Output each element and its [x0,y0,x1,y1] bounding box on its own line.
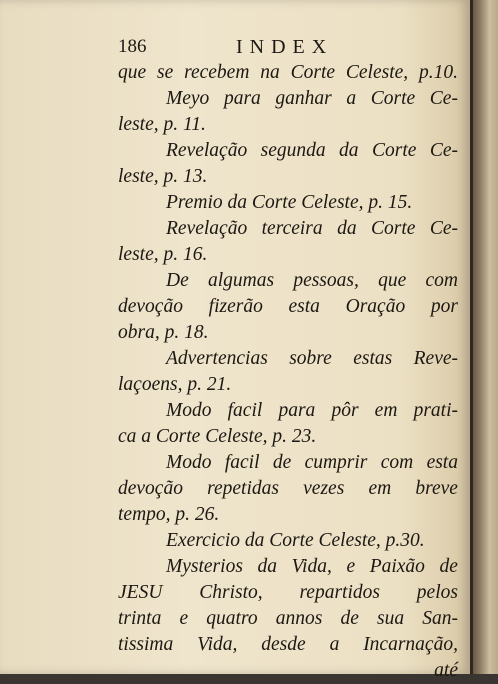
index-line: Modo facil de cumprir com esta [166,452,458,473]
index-line: obra, p. 18. [118,322,209,343]
index-line: que se recebem na Corte Celeste, p.10. [118,62,458,83]
book-spine [470,0,498,674]
page-title: INDEX [236,36,334,58]
index-line: ca a Corte Celeste, p. 23. [118,426,317,447]
index-line: devoção repetidas vezes em breve [118,478,458,499]
page-header [118,34,458,60]
index-line: Advertencias sobre estas Reve- [166,348,458,369]
index-line: leste, p. 13. [118,166,208,187]
index-line: JESU Christo, repartidos pelos [118,582,458,603]
index-line: Revelação segunda da Corte Ce- [166,140,458,161]
catchword: até [434,660,458,681]
index-text [118,34,458,684]
page-number: 186 [118,36,147,57]
index-line: Mysterios da Vida, e Paixão de [166,556,458,577]
index-line: leste, p. 16. [118,244,208,265]
index-line: Meyo para ganhar a Corte Ce- [166,88,458,109]
page-edge [470,0,473,674]
index-line: trinta e quatro annos de sua San- [118,608,458,629]
index-line: Modo facil para pôr em prati- [166,400,458,421]
index-line: Revelação terceira da Corte Ce- [166,218,458,239]
index-line: devoção fizerão esta Oração por [118,296,458,317]
index-line: tissima Vida, desde a Incarnação, [118,634,458,655]
index-line: leste, p. 11. [118,114,206,135]
index-line: De algumas pessoas, que com [166,270,458,291]
index-line: laçoens, p. 21. [118,374,232,395]
index-line: Exercicio da Corte Celeste, p.30. [166,530,425,551]
index-line: Premio da Corte Celeste, p. 15. [166,192,413,213]
index-line: tempo, p. 26. [118,504,220,525]
